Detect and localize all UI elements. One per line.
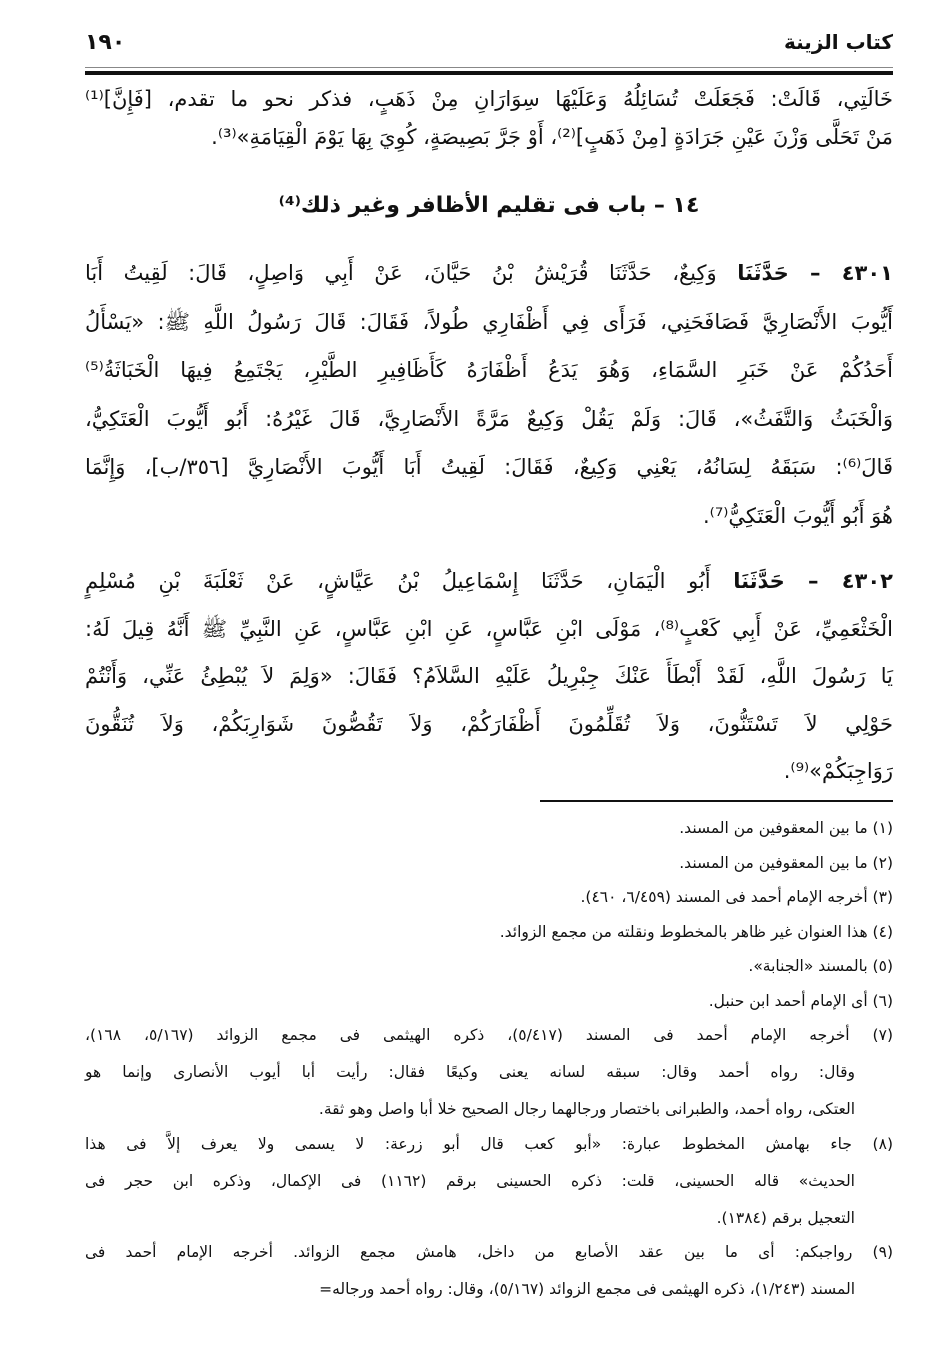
footnote-line: (٨) جاء بهامش المخطوط عبارة: «أبو كعب قال أبو زرعة: لا يسمى ولا يعرف إلاَّ فى هذا xyxy=(85,1134,893,1153)
footnote-line: (٩) رواجبكم: أى ما بين عقد الأصابع من داخل، هامش مجمع الزوائد. أخرجه الإمام أحمد فى xyxy=(85,1243,893,1261)
intro-line: مَنْ تَحَلَّى وَزْنَ عَيْنِ جَرَادَةٍ [مِنْ ذَهَبٍ]⁽²⁾، أَوْ جَرَّ بَصِيصَةٍ، كُوِيَ بِهَا يَوْمَ الْقِيَامَةِ»⁽³⁾. xyxy=(211,125,893,149)
hadith-line xyxy=(85,661,893,691)
chapter-heading: ١٤ – باب فى تقليم الأظافر وغير ذلك⁽⁴⁾ xyxy=(278,193,700,218)
hadith-text: أَبُو الْيَمَانِ، حَدَّثَنَا إِسْمَاعِيلُ بْنُ عَيَّاشٍ، عَنْ ثَعْلَبَةَ بْنِ مُسْلِمٍ xyxy=(85,569,711,593)
hadith-text: رَوَاجِبَكُمْ»⁽⁹⁾. xyxy=(783,759,893,783)
hadith-line xyxy=(85,501,893,531)
header-rule xyxy=(85,71,893,75)
footnote-line: وقال: رواه أحمد وقال: سبقه لسانه يعنى وكيعًا فقال: رأيت أبا أيوب الأنصارى وإنما هو xyxy=(85,1063,855,1081)
hadith-text: وَكِيعٌ، حَدَّثَنَا قُرَيْشُ بْنُ حَيَّانَ، عَنْ أَبِي وَاصِلٍ، قَالَ: لَقِيتُ أَبَا xyxy=(85,261,717,285)
hadith-line xyxy=(85,404,893,434)
hadith-number: ٤٣٠١ – حَدَّثَنَا xyxy=(737,261,893,285)
hadith-line xyxy=(85,452,893,482)
hadith-line xyxy=(85,566,893,596)
footnote-line: (٢) ما بين المعقوفين من المسند. xyxy=(679,853,893,872)
footnote-line: (٦) أى الإمام أحمد ابن حنبل. xyxy=(708,991,893,1010)
footnote-line: (٧) أخرجه الإمام أحمد فى المسند (٥/٤١٧)، ذكره الهيثمى فى مجمع الزوائد (٥/١٦٧، ١٦٨)، xyxy=(85,1026,893,1044)
footnote-line: التعجيل برقم (١٣٨٤). xyxy=(716,1208,855,1227)
hadith-text: هُوَ أَبُو أَيُّوبَ الْعَتَكِيُّ⁽⁷⁾. xyxy=(703,503,893,528)
footnote-line: (٥) بالمسند «الجنابة». xyxy=(748,957,893,975)
hadith-line xyxy=(85,307,893,337)
hadith-text: حَوْلِي لاَ تَسْتَنُّونَ، وَلاَ تُقَلِّمُونَ أَظْفَارَكُمْ، وَلاَ تَقُصُّونَ شَوَارِبَكُمْ، وَلاَ تُنَقُّونَ xyxy=(85,711,893,736)
footnote-line: العتكى، رواه أحمد، والطبرانى باختصار ورجالهما رجال الصحيح خلا أبا واصل وهو ثقة. xyxy=(318,1100,855,1118)
hadith-text: أَحَدُكُمْ عَنْ خَبَرِ السَّمَاءِ، وَهُوَ يَدَعُ أَظْفَارَهُ كَأَظَافِيرِ الطَّيْرِ، يَجْتَمِعُ فِيهَا الْخَبَاثَةُ⁽⁵⁾ xyxy=(85,358,893,382)
footnote-rule xyxy=(540,800,893,802)
hadith-text: الْخَثْعَمِيِّ، عَنْ أَبِي كَعْبٍ⁽⁸⁾، مَوْلَى ابْنِ عَبَّاسٍ، عَنِ ابْنِ عَبَّاسٍ، عَنِ النَّبِيِّ ﷺ أَنَّهُ قِيلَ لَهُ: xyxy=(85,616,893,641)
hadith-line xyxy=(85,355,893,385)
hadith-text: قَالَ⁽⁶⁾: سَبَقَهُ لِسَانُهُ، يَعْنِي وَكِيعٌ، فَقَالَ: لَقِيتُ أَبَا أَيُّوبَ الأَنْصَارِيَّ [٣٥٦/ب]، وَإِنَّمَا xyxy=(85,455,893,479)
footnote-line: المسند (١/٢٤٣)، ذكره الهيثمى فى مجمع الزوائد (٥/١٦٧)، وقال: رواه أحمد ورجاله= xyxy=(319,1280,855,1298)
page-number: ١٩٠ xyxy=(85,30,126,55)
footnote-line: (٣) أخرجه الإمام أحمد فى المسند (٦/٤٥٩، ٤٦٠). xyxy=(580,888,893,906)
footnote-line: (٤) هذا العنوان غير ظاهر بالمخطوط ونقلته من مجمع الزوائد. xyxy=(499,922,893,941)
footnote-line: (١) ما بين المعقوفين من المسند. xyxy=(679,819,893,837)
running-header-title: كتاب الزينة xyxy=(784,30,893,54)
hadith-line xyxy=(85,614,893,644)
intro-line: خَالَتِي، قَالَتْ: فَجَعَلَتْ تُسَائِلُهُ وَعَلَيْهَا سِوَارَانِ مِنْ ذَهَبٍ، فذكر نحو ما تقدم، [فَإِنَّ]⁽¹⁾ xyxy=(85,87,893,111)
footnote-line: الحديث» قاله الحسينى، قلت: ذكره الحسينى برقم (١١٦٢) فى الإكمال، وذكره ابن حجر فى xyxy=(85,1171,855,1190)
hadith-number: ٤٣٠٢ – حَدَّثَنَا xyxy=(733,569,893,593)
header-rule-thin xyxy=(85,67,893,68)
hadith-text: أَيُّوبَ الأَنْصَارِيَّ فَصَافَحَنِي، فَرَأَى فِي أَظْفَارِي طُولاً، فَقَالَ: قَالَ رَسُولُ اللَّهِ ﷺ: «يَسْأَلُ xyxy=(85,309,893,334)
hadith-line xyxy=(85,756,893,786)
hadith-line xyxy=(85,258,893,288)
hadith-text: وَالْخَبَثُ وَالتَّفَثُ»، قَالَ: وَلَمْ يَقُلْ وَكِيعٌ مَرَّةً الأَنْصَارِيَّ، قَالَ غَيْرُهُ: أَبُو أَيُّوبَ الْعَتَكِيُّ، xyxy=(85,406,893,431)
hadith-text: يَا رَسُولَ اللَّهِ، لَقَدْ أَبْطَأَ عَنْكَ جِبْرِيلُ عَلَيْهِ السَّلاَمُ؟ فَقَالَ: «وَلِمَ لاَ يُبْطِئُ عَنِّي، وَأَنْتُمْ xyxy=(85,664,893,688)
hadith-line xyxy=(85,709,893,739)
